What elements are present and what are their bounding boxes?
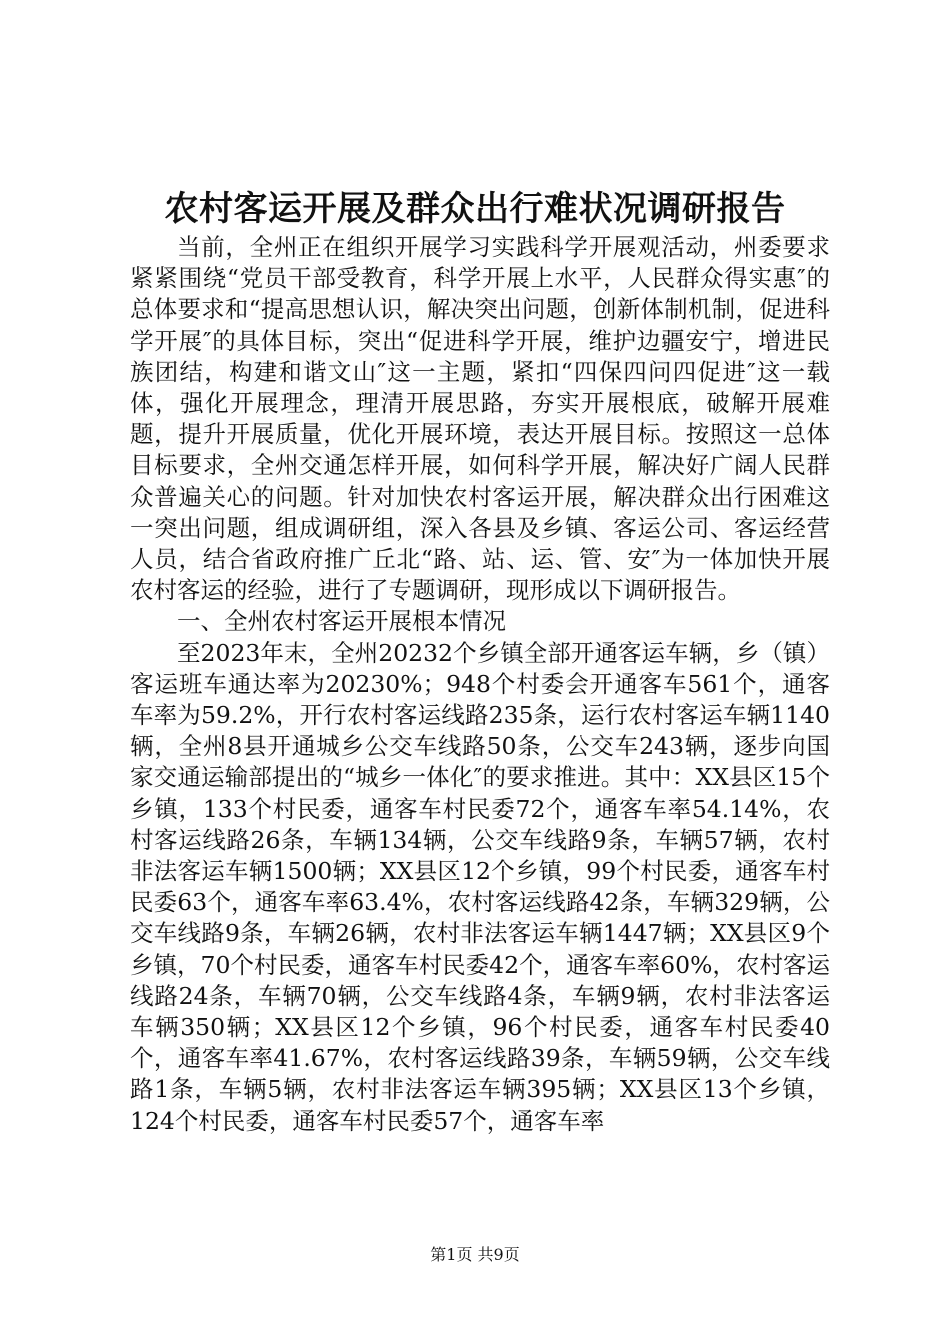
statistics-paragraph: 至2023年末，全州20232个乡镇全部开通客运车辆，乡（镇）客运班车通达率为20230%；948个村委会开通客车561个，通客车率为59.2%，开行农村客运线路235条，运行农村客运车辆1140辆，全州8县开通城乡公交车线路50条，公交车243辆，逐步向国家交通运输部提出的“城乡一体化″的要求推进。其中：XX县区15个乡镇，133个村民委，通客车村民委72个，通客车率54.14%，农村客运线路26条，车辆134辆，公交车线路9条，车辆57辆，农村非法客运车辆1500辆；XX县区12个乡镇，99个村民委，通客车村民委63个，通客车率63.4%，农村客运线路42条，车辆329辆，公交车线路9条，车辆26辆，农村非法客运车辆1447辆；XX县区9个乡镇，70个村民委，通客车村民委42个，通客车率60%，农村客运线路24条，车辆70辆，公交车线路4条，车辆9辆，农村非法客运车辆350辆；XX县区12个乡镇，96个村民委，通客车村民委40个，通客车率41.67%，农村客运线路39条，车辆59辆，公交车线路1条，车辆5辆，农村非法客运车辆395辆；XX县区13个乡镇，124个村民委，通客车村民委57个，通客车率	[130, 638, 830, 1135]
intro-paragraph: 当前，全州正在组织开展学习实践科学开展观活动，州委要求紧紧围绕“党员干部受教育，科学开展上水平，人民群众得实惠″的总体要求和“提高思想认识，解决突出问题，创新体制机制，促进科学开展″的具体目标，突出“促进科学开展，维护边疆安宁，增进民族团结，构建和谐文山″这一主题，紧扣“四保四问四促进″这一载体，强化开展理念，理清开展思路，夯实开展根底，破解开展难题，提升开展质量，优化开展环境，表达开展目标。按照这一总体目标要求，全州交通怎样开展，如何科学开展，解决好广阔人民群众普遍关心的问题。针对加快农村客运开展，解决群众出行困难这一突出问题，组成调研组，深入各县及乡镇、客运公司、客运经营人员，结合省政府推广丘北“路、站、运、管、安″为一体加快开展农村客运的经验，进行了专题调研，现形成以下调研报告。	[130, 233, 830, 605]
document-body	[130, 232, 830, 1137]
section-heading: 一、全州农村客运开展根本情况	[177, 607, 506, 636]
document-title: 农村客运开展及群众出行难状况调研报告	[164, 189, 786, 229]
page-number-footer: 第1页 共9页	[430, 1245, 520, 1264]
